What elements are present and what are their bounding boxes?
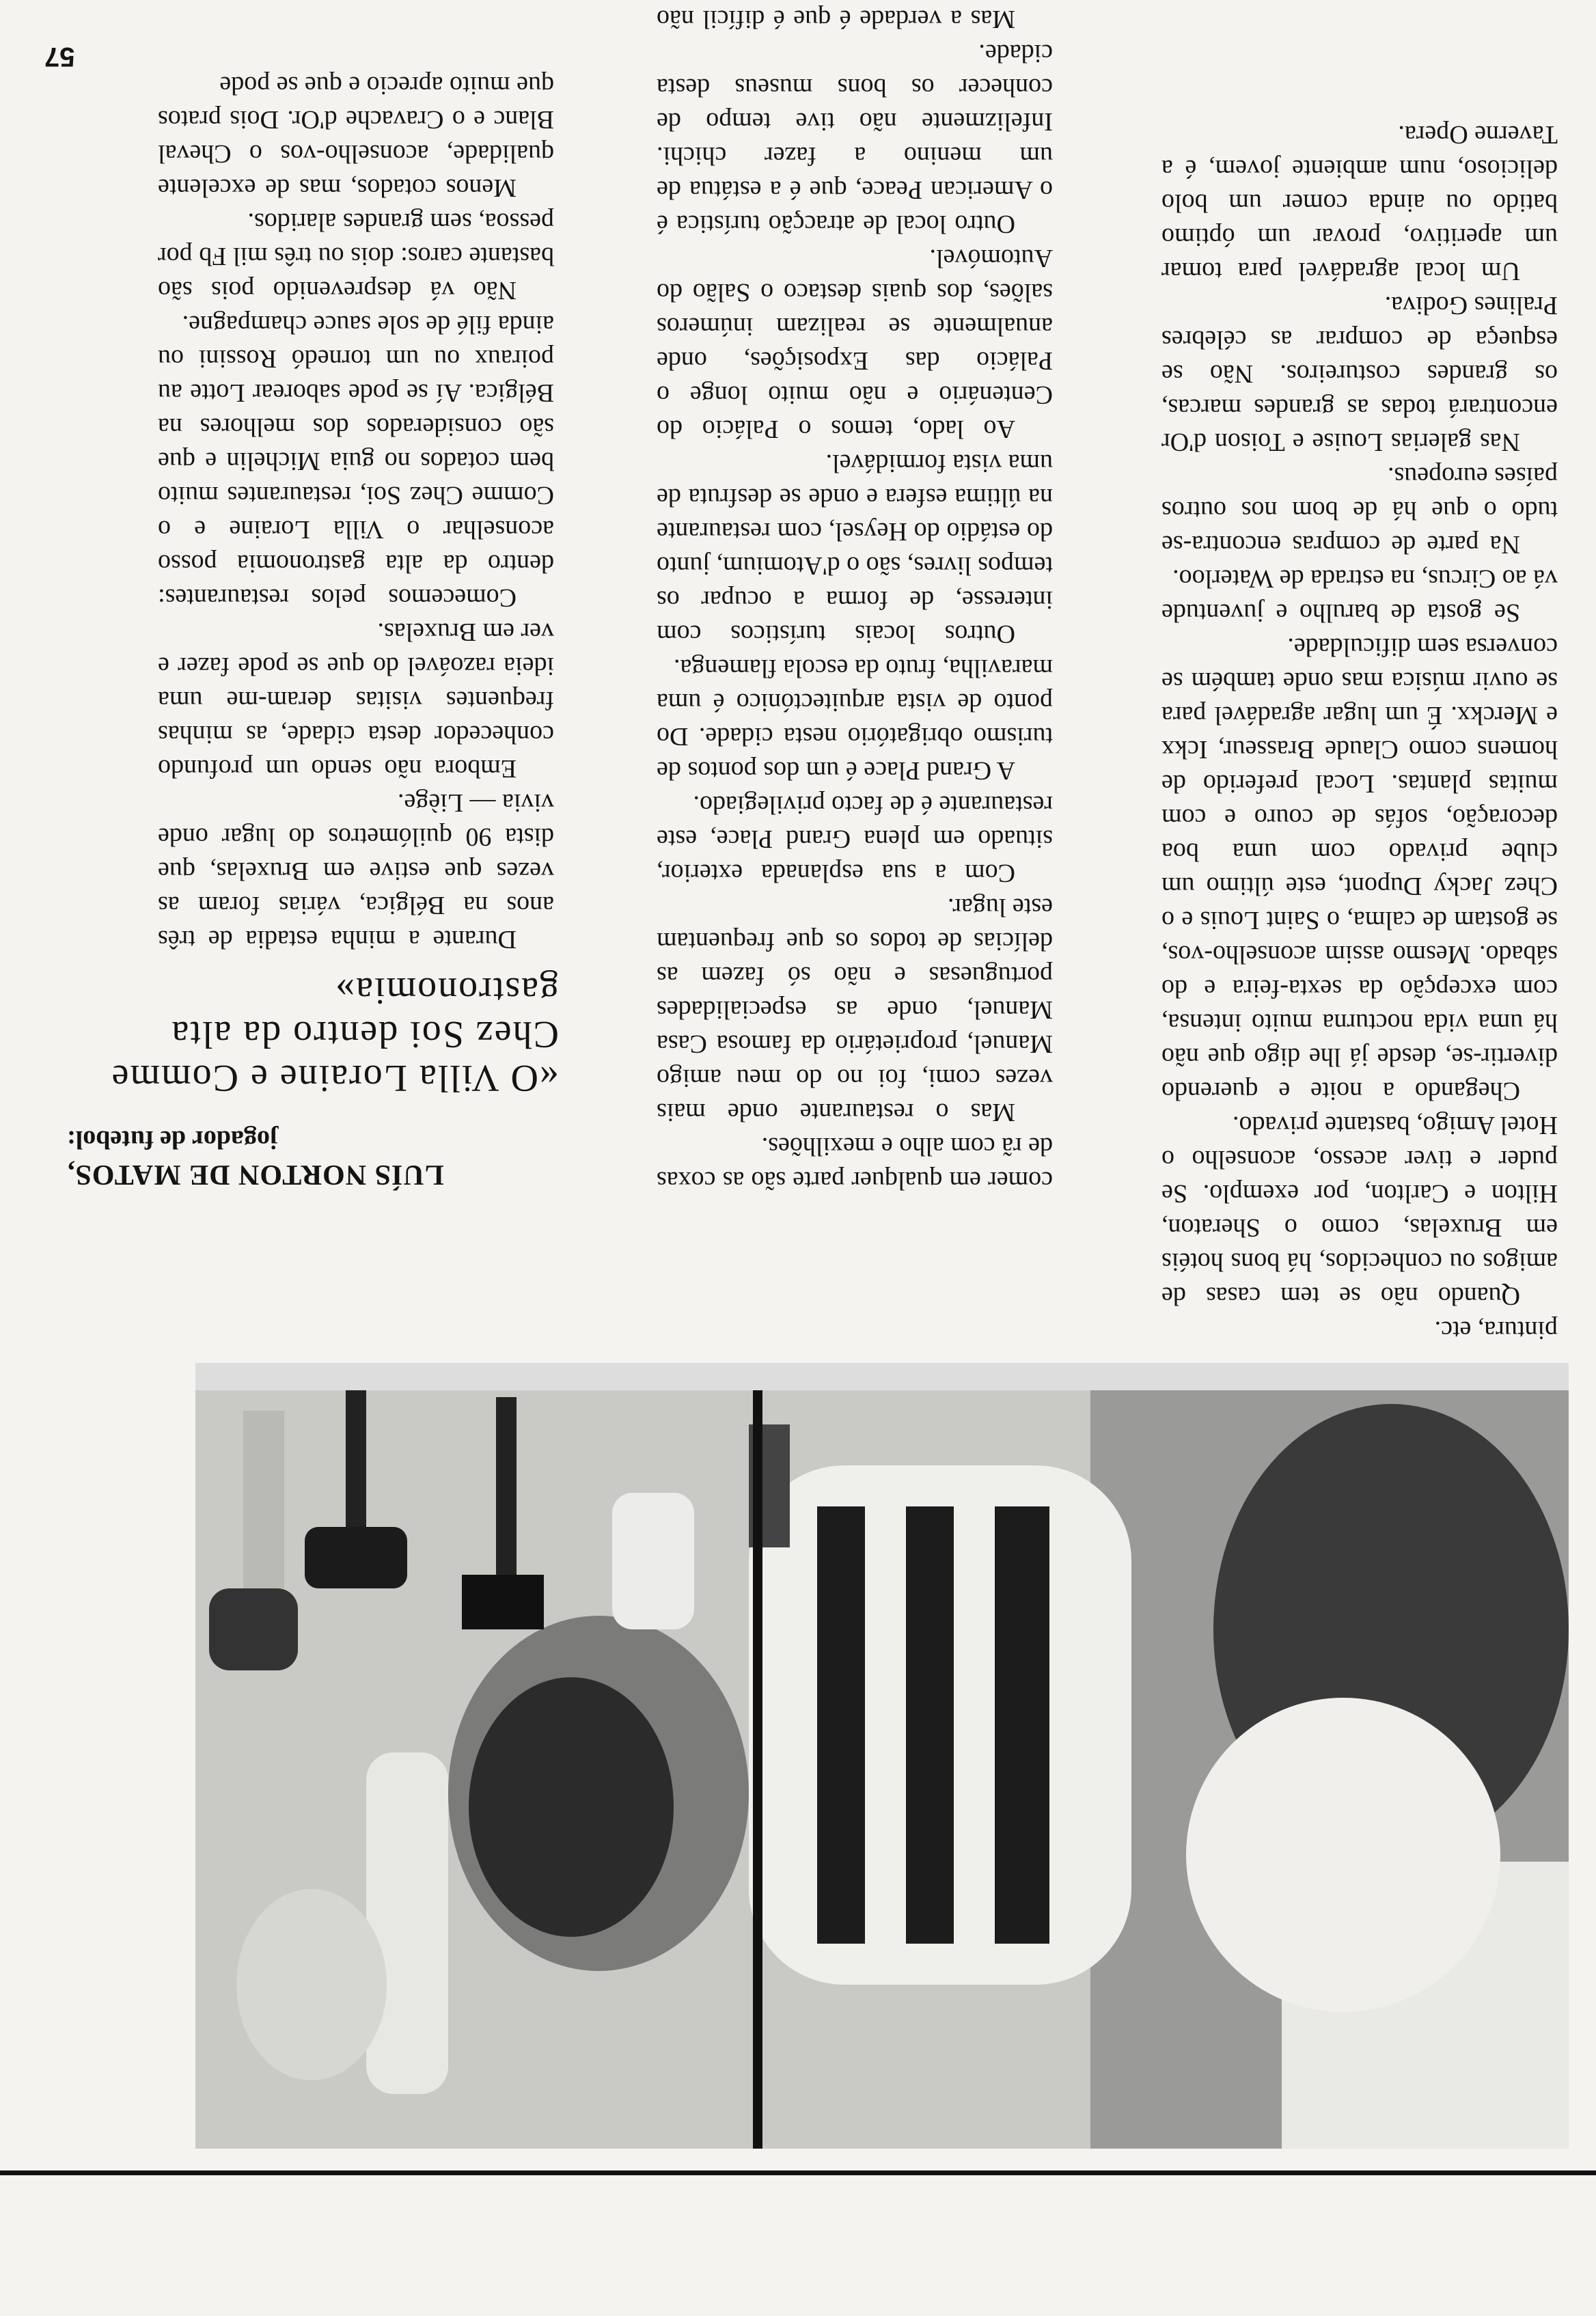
article-headline: «O Villa Loraine e Comme Chez Soi dentro da alta gastronomia»	[110, 969, 559, 1099]
article-column-3	[1161, 118, 1558, 1347]
paragraph: Ao lado, temos o Palácio do Centenário e não muito longe o Palácio das Exposições, onde anualmente se realizam inúmeros salões, dos quais destaco o Salão do Automóvel.	[657, 244, 1053, 443]
paragraph: pintura, etc.	[1434, 1316, 1558, 1345]
paragraph: Mas o restaurante onde mais vezes comi, foi no do meu amigo Manuel, proprietário da famosa Casa Manuel, onde as especialidades portuguesas e não só fazem as delícias de todos os que frequentam este lugar.	[657, 893, 1053, 1127]
paragraph: Não vá desprevenido pois são bastante caros: dois ou três mil Fb por pessoa, sem grandes alaridos.	[158, 208, 554, 305]
bottom-rule	[0, 2170, 1596, 2175]
article-photo	[195, 1363, 1569, 2149]
author-byline	[67, 1122, 491, 1192]
paragraph: Quando não se tem casas de amigos ou conhecidos, há bons hotéis em Bruxelas, como o Sheraton, Hilton e Carlton, por exemplo. Se puder e tiver acesso, aconselho o Hotel Amigo, bastante privado.	[1161, 1111, 1558, 1310]
paragraph: Se gosta de barulho e juventude vá ao Circus, na estrada de Waterloo.	[1161, 564, 1558, 627]
paragraph: Embora não sendo um profundo conhecedor desta cidade, as minhas frequentes visitas deram-me uma ideia razoável do que se pode fazer e ver em Bruxelas.	[158, 618, 554, 783]
paragraph: Nas galerias Louise e Toison d'Or encontrará todas as grandes marcas, os grandes costureiros. Não se esqueça de comprar as célebres Pralines Godiva.	[1161, 291, 1558, 456]
page-number: 57	[44, 42, 75, 72]
paragraph: Um local agradável para tomar um aperitivo, provar um óptimo batido ou ainda comer um bolo delicioso, num ambiente jovem, é a Taverne Opera.	[1161, 120, 1558, 286]
paragraph: Durante a minha estadia de três anos na Bélgica, várias foram as vezes que estive em Bruxelas, que dista 90 quilómetros do lugar onde vivia — Liège.	[158, 788, 554, 954]
author-role: jogador de futebol:	[67, 1125, 279, 1154]
paragraph: Mas a verdade é que é difícil não	[657, 5, 1015, 33]
paragraph: Chegando a noite e querendo divertir-se, desde já lhe digo que não há uma vida nocturna muito intensa, com excepção da sexta-feira e do sábado. Mesmo assim aconselho-vos, se gostam de calma, o Saint Louis e o Chez Jacky Dupont, este último um clube privado com uma boa decoração, sofás de couro e com muitas plantas. Local preferido de homens como Claude Brasseur, Ickx e Merckx. É um lugar agradável para se ouvir música mas onde também se conversa sem dificuldade.	[1161, 633, 1558, 1105]
paragraph: Na parte de compras encontra-se tudo o que há de bom nos outros países europeus.	[1161, 462, 1558, 559]
paragraph: Com a sua esplanada exterior, situado em plena Grand Place, este restaurante é de facto privilegiado.	[657, 790, 1053, 887]
article-column-2	[657, 0, 1053, 1198]
paragraph: Menos cotados, mas de excelente qualidade, aconselho-vos o Cheval Blanc e o Cravache d'Or. Dois pratos que muito aprecio e que se pode	[158, 71, 554, 202]
article-column-1	[158, 68, 554, 956]
paragraph: comer em qualquer parte são as coxas de rã com alho e mexilhões.	[657, 1132, 1053, 1195]
paragraph: Outro local de atracção turística é o American Peace, que é a estátua de um menino a fazer chichi. Infelizmente não tive tempo de conhecer os bons museus desta cidade.	[657, 39, 1053, 238]
author-name: LUÍS NORTON DE MATOS,	[67, 1159, 444, 1190]
paragraph: Outros locais turísticos com interesse, de forma a ocupar os tempos livres, são o d'Atomium, junto do estádio do Heysel, com restaurante na última esfera e onde se desfruta de uma vista formidável.	[657, 449, 1053, 648]
paragraph: Comecemos pelos restaurantes: dentro da alta gastronomia posso aconselhar o Villa Loraine e o Comme Chez Soi, restaurantes muito bem cotados no guia Michelin e que são considerados dos melhores na Bélgica. Aí se pode saborear Lotte au poiraux ou um tornedó Rossini ou ainda filé de sole sauce champagne.	[158, 310, 554, 612]
paragraph: A Grand Place é um dos pontos de turismo obrigatório nesta cidade. Do ponto de vista arquitectónico é uma maravilha, fruto da escola flamenga.	[657, 654, 1053, 785]
